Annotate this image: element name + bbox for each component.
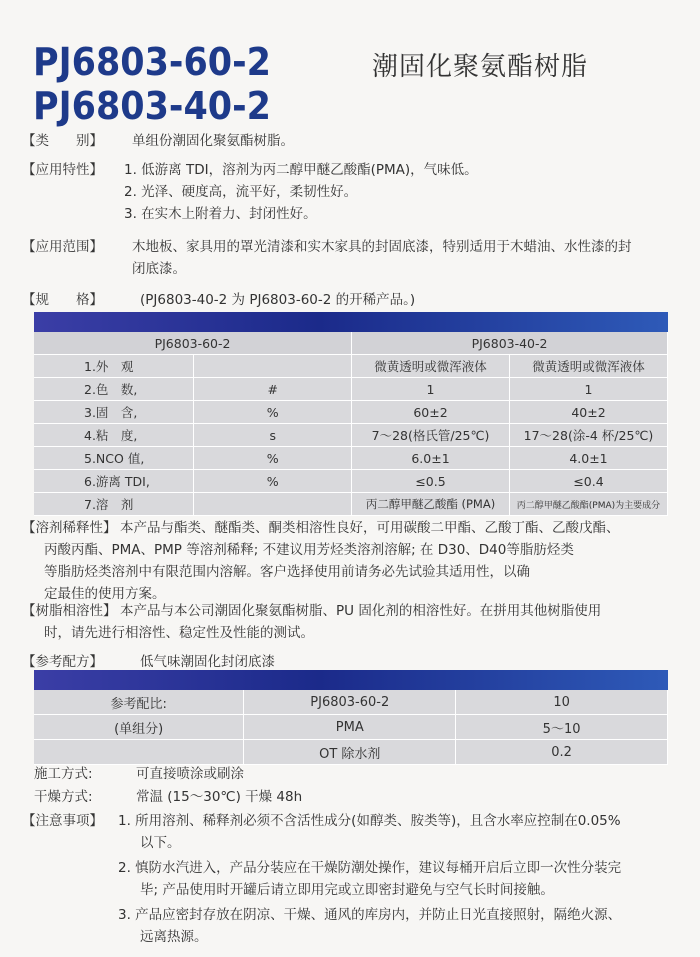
table-row xyxy=(34,470,668,493)
spec-value-60: 丙二醇甲醚乙酸酯 (PMA) xyxy=(352,493,510,516)
notes-label: 【注意事项】 xyxy=(22,813,103,829)
table-row xyxy=(34,355,668,378)
solvent-line-4: 定最佳的使用方案。 xyxy=(44,586,166,602)
model-number-2: PJ6803-40-2 xyxy=(33,84,271,128)
spec-note: (PJ6803-40-2 为 PJ6803-60-2 的开稀产品。) xyxy=(140,292,416,308)
spec-value-40: 17～28(涂-4 杯/25℃) xyxy=(509,424,667,447)
compat-line-1: 本产品与本公司潮固化聚氨酯树脂、PU 固化剂的相溶性好。在拼用其他树脂使用 xyxy=(120,603,602,619)
spec-value-40: 40±2 xyxy=(509,401,667,424)
table-row xyxy=(34,740,668,765)
spec-item: 7.溶 剂 xyxy=(34,493,194,516)
spec-table xyxy=(34,332,668,516)
application-label: 【应用范围】 xyxy=(22,239,103,255)
note-line-5: 3. 产品应密封存放在阴凉、干燥、通风的库房内，并防止日光直接照射，隔绝火源、 xyxy=(118,907,622,923)
spec-unit xyxy=(194,355,352,378)
model-number-1: PJ6803-60-2 xyxy=(33,40,271,84)
formula-amount: 5～10 xyxy=(456,715,668,740)
spec-item: 3.固 含, xyxy=(34,401,194,424)
spec-unit: % xyxy=(194,470,352,493)
spec-value-40: ≤0.4 xyxy=(509,470,667,493)
application-line-2: 闭底漆。 xyxy=(132,261,186,277)
formula-amount: 10 xyxy=(456,690,668,715)
spec-value-60: 7～28(格氏管/25℃) xyxy=(352,424,510,447)
product-title: 潮固化聚氨酯树脂 xyxy=(372,52,589,82)
note-line-6: 远离热源。 xyxy=(140,929,208,945)
table-row xyxy=(34,715,668,740)
features-label: 【应用特性】 xyxy=(22,162,103,178)
note-line-2: 以下。 xyxy=(140,835,181,851)
drying-label: 干燥方式: xyxy=(34,789,93,805)
formula-left: (单组分) xyxy=(34,715,244,740)
spec-item: 2.色 数, xyxy=(34,378,194,401)
feature-item-1: 1. 低游离 TDI，溶剂为丙二醇甲醚乙酸酯(PMA)，气味低。 xyxy=(124,162,478,178)
formula-amount: 0.2 xyxy=(456,740,668,765)
spec-value-60: 1 xyxy=(352,378,510,401)
compat-line-2: 时，请先进行相溶性、稳定性及性能的测试。 xyxy=(44,625,314,641)
solvent-label: 【溶剂稀释性】 xyxy=(22,520,117,536)
spec-value-40: 1 xyxy=(509,378,667,401)
feature-item-2: 2. 光泽、硬度高，流平好，柔韧性好。 xyxy=(124,184,358,200)
formula-text: 低气味潮固化封闭底漆 xyxy=(140,654,275,670)
spec-col-header-40: PJ6803-40-2 xyxy=(352,332,668,355)
note-line-1: 1. 所用溶剂、稀释剂必须不含活性成分(如醇类、胺类等)，且含水率应控制在0.05% xyxy=(118,813,621,829)
formula-component: PMA xyxy=(244,715,456,740)
spec-value-40: 4.0±1 xyxy=(509,447,667,470)
formula-label: 【参考配方】 xyxy=(22,654,103,670)
note-line-4: 毕; 产品使用时开罐后请立即用完或立即密封避免与空气长时间接触。 xyxy=(140,882,554,898)
table-row xyxy=(34,378,668,401)
spec-item: 5.NCO 值, xyxy=(34,447,194,470)
table-row xyxy=(34,493,668,516)
spec-header-band xyxy=(34,312,668,332)
solvent-line-1: 本产品与酯类、醚酯类、酮类相溶性良好，可用碳酸二甲酯、乙酸丁酯、乙酸戊酯、 xyxy=(120,520,620,536)
note-line-3: 2. 慎防水汽进入，产品分装应在干燥防潮处操作，建议每桶开启后立即一次性分装完 xyxy=(118,860,622,876)
formula-left: 参考配比: xyxy=(34,690,244,715)
spec-item: 4.粘 度, xyxy=(34,424,194,447)
spec-value-40: 丙二醇甲醚乙酸酯(PMA)为主要成分 xyxy=(509,493,667,516)
category-label: 【类 别】 xyxy=(22,133,103,149)
compat-label: 【树脂相溶性】 xyxy=(22,603,117,619)
table-row xyxy=(34,447,668,470)
solvent-line-2: 丙酸丙酯、PMA、PMP 等溶剂稀释; 不建议用芳烃类溶剂溶解; 在 D30、D40等脂肪烃类 xyxy=(44,542,574,558)
spec-item: 1.外 观 xyxy=(34,355,194,378)
construction-label: 施工方式: xyxy=(34,766,93,782)
spec-value-60: ≤0.5 xyxy=(352,470,510,493)
spec-col-header-60: PJ6803-60-2 xyxy=(34,332,352,355)
spec-unit: s xyxy=(194,424,352,447)
table-row xyxy=(34,690,668,715)
feature-item-3: 3. 在实木上附着力、封闭性好。 xyxy=(124,206,317,222)
drying-text: 常温 (15～30℃) 干燥 48h xyxy=(136,789,303,805)
table-row xyxy=(34,401,668,424)
formula-header-band xyxy=(34,670,668,690)
spec-header-row xyxy=(34,332,668,355)
solvent-line-3: 等脂肪烃类溶剂中有限范围内溶解。客户选择使用前请务必先试验其适用性，以确 xyxy=(44,564,530,580)
spec-unit: % xyxy=(194,401,352,424)
table-row xyxy=(34,424,668,447)
spec-unit: # xyxy=(194,378,352,401)
spec-unit xyxy=(194,493,352,516)
spec-value-60: 6.0±1 xyxy=(352,447,510,470)
spec-label: 【规 格】 xyxy=(22,292,103,308)
formula-table xyxy=(34,690,668,765)
construction-text: 可直接喷涂或刷涂 xyxy=(136,766,244,782)
formula-component: PJ6803-60-2 xyxy=(244,690,456,715)
spec-value-40: 微黄透明或微浑液体 xyxy=(509,355,667,378)
formula-component: OT 除水剂 xyxy=(244,740,456,765)
spec-value-60: 60±2 xyxy=(352,401,510,424)
spec-item: 6.游离 TDI, xyxy=(34,470,194,493)
application-line-1: 木地板、家具用的罩光清漆和实木家具的封固底漆，特别适用于木蜡油、水性漆的封 xyxy=(132,239,632,255)
category-text: 单组份潮固化聚氨酯树脂。 xyxy=(132,133,294,149)
spec-value-60: 微黄透明或微浑液体 xyxy=(352,355,510,378)
formula-left xyxy=(34,740,244,765)
spec-unit: % xyxy=(194,447,352,470)
